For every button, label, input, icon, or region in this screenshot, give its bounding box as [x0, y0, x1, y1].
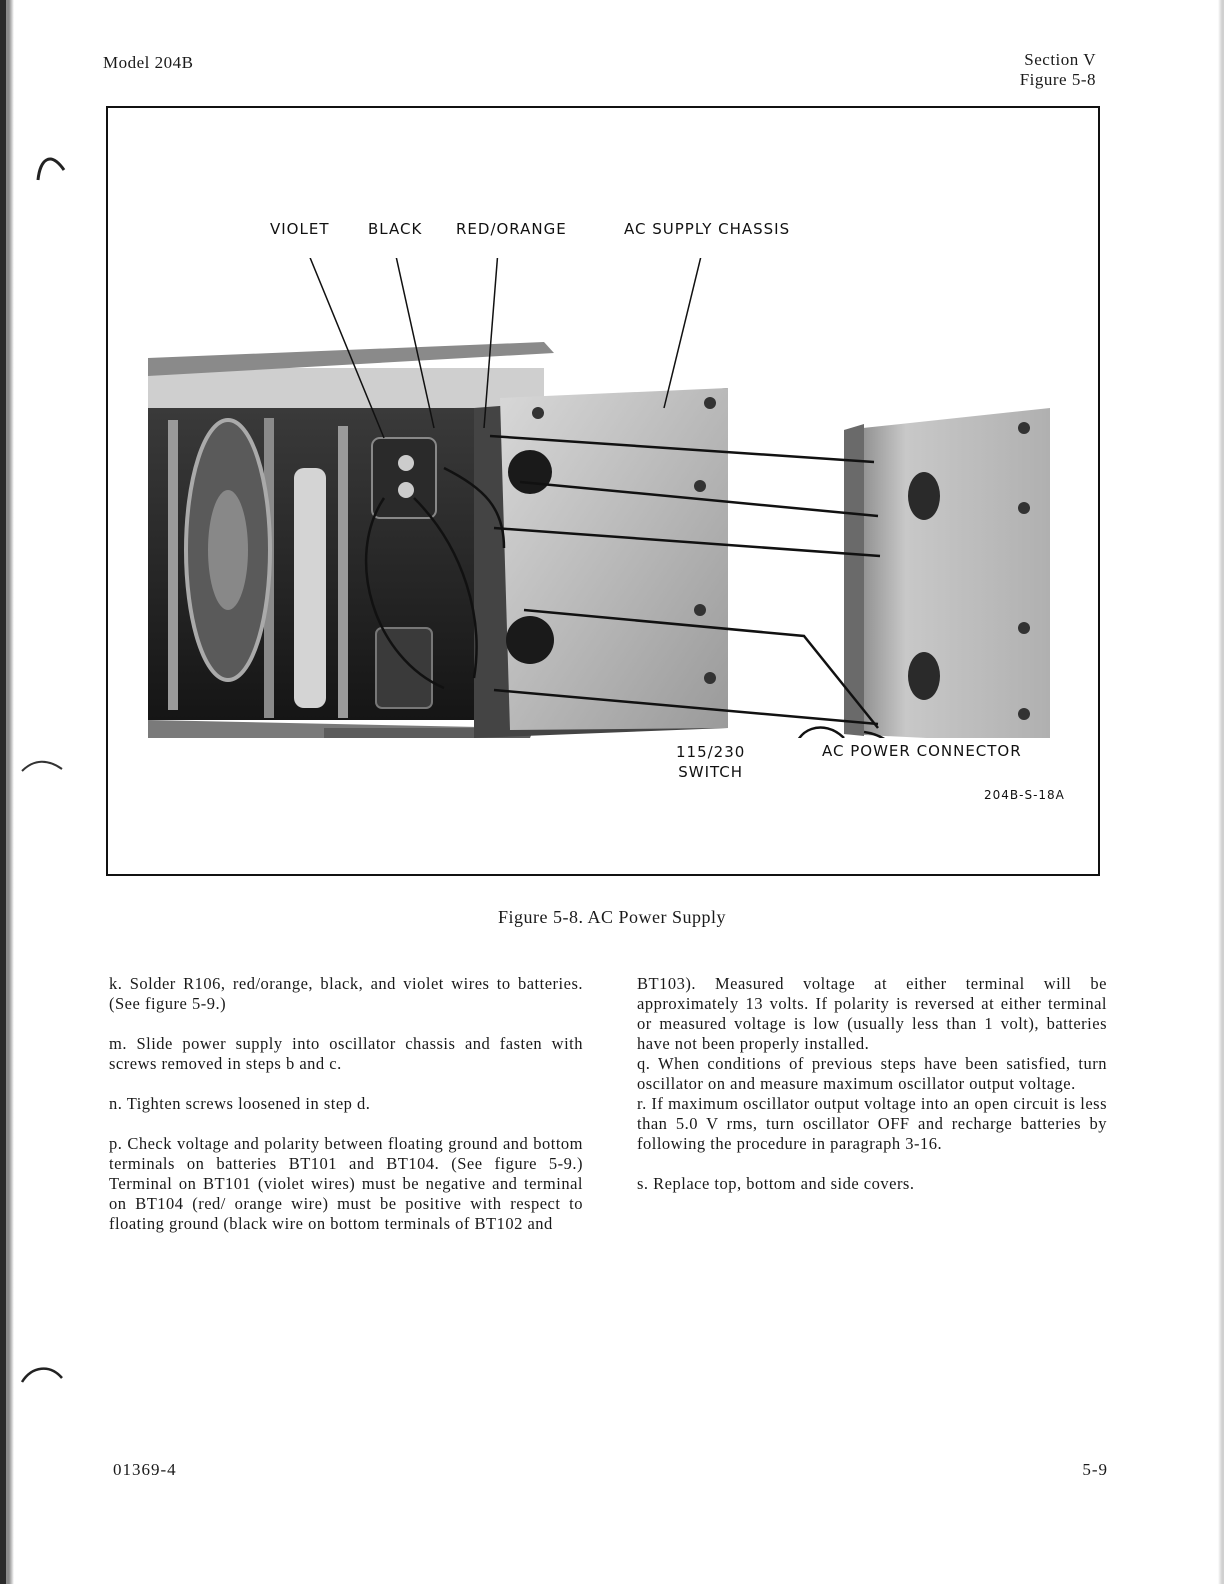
- header-section-block: [1020, 50, 1096, 90]
- step-m: m. Slide power supply into oscillator chassis and fasten with screws removed in steps b and c.: [109, 1034, 583, 1073]
- punch-mark-top: [28, 140, 68, 190]
- header-model: Model 204B: [103, 53, 194, 72]
- callout-black: BLACK: [368, 220, 423, 238]
- callout-switch-line1: 115/230: [676, 743, 746, 761]
- figure-frame: [106, 106, 1100, 876]
- scan-edge-right: [1216, 0, 1224, 1584]
- scan-edge-left: [0, 0, 14, 1584]
- header-figure-ref: Figure 5-8: [1019, 70, 1096, 89]
- punch-mark-bottom: [20, 1362, 64, 1388]
- step-s: s. Replace top, bottom and side covers.: [637, 1174, 915, 1193]
- callout-ac-power-connector: AC POWER CONNECTOR: [822, 742, 1022, 760]
- step-n: n. Tighten screws loosened in step d.: [109, 1094, 371, 1113]
- ac-power-supply-photo: [144, 258, 1068, 738]
- step-q: q. When conditions of previous steps have been satisfied, turn oscillator on and measure maximum oscillator output voltage.: [637, 1054, 1107, 1093]
- text-column-right: [637, 974, 1107, 1194]
- step-p-continued: BT103). Measured voltage at either terminal will be approximately 13 volts. If polarity is reversed at either terminal or measured voltage is low (usually less than 1 volt), batteries have not been properly installed.: [637, 974, 1107, 1053]
- callout-red-orange: RED/ORANGE: [456, 220, 567, 238]
- figure-caption: Figure 5-8. AC Power Supply: [497, 907, 726, 927]
- callout-switch: [676, 742, 745, 782]
- callout-switch-line2: SWITCH: [678, 763, 744, 781]
- callout-ac-supply-chassis: AC SUPPLY CHASSIS: [624, 220, 791, 238]
- footer-page-number: 5-9: [1082, 1460, 1108, 1479]
- header-section: Section V: [1024, 50, 1096, 69]
- step-k: k. Solder R106, red/orange, black, and violet wires to batteries. (See figure 5-9.): [109, 974, 583, 1013]
- callout-violet: VIOLET: [270, 220, 330, 238]
- punch-mark-middle: [20, 755, 64, 779]
- footer-doc-number: 01369-4: [113, 1460, 177, 1479]
- drawing-number: 204B-S-18A: [984, 788, 1065, 802]
- text-column-left: [109, 974, 583, 1234]
- step-p: p. Check voltage and polarity between floating ground and bottom terminals on batteries BT101 and BT104. (See figure 5-9.) Terminal on BT101 (violet wires) must be negative and terminal on BT104 (red/ orange wire) must be positive with respect to floating ground (black wire on bottom terminals of BT102 and: [109, 1134, 583, 1233]
- step-r: r. If maximum oscillator output voltage into an open circuit is less than 5.0 V rms, turn oscillator OFF and recharge batteries by following the procedure in paragraph 3-16.: [637, 1094, 1107, 1153]
